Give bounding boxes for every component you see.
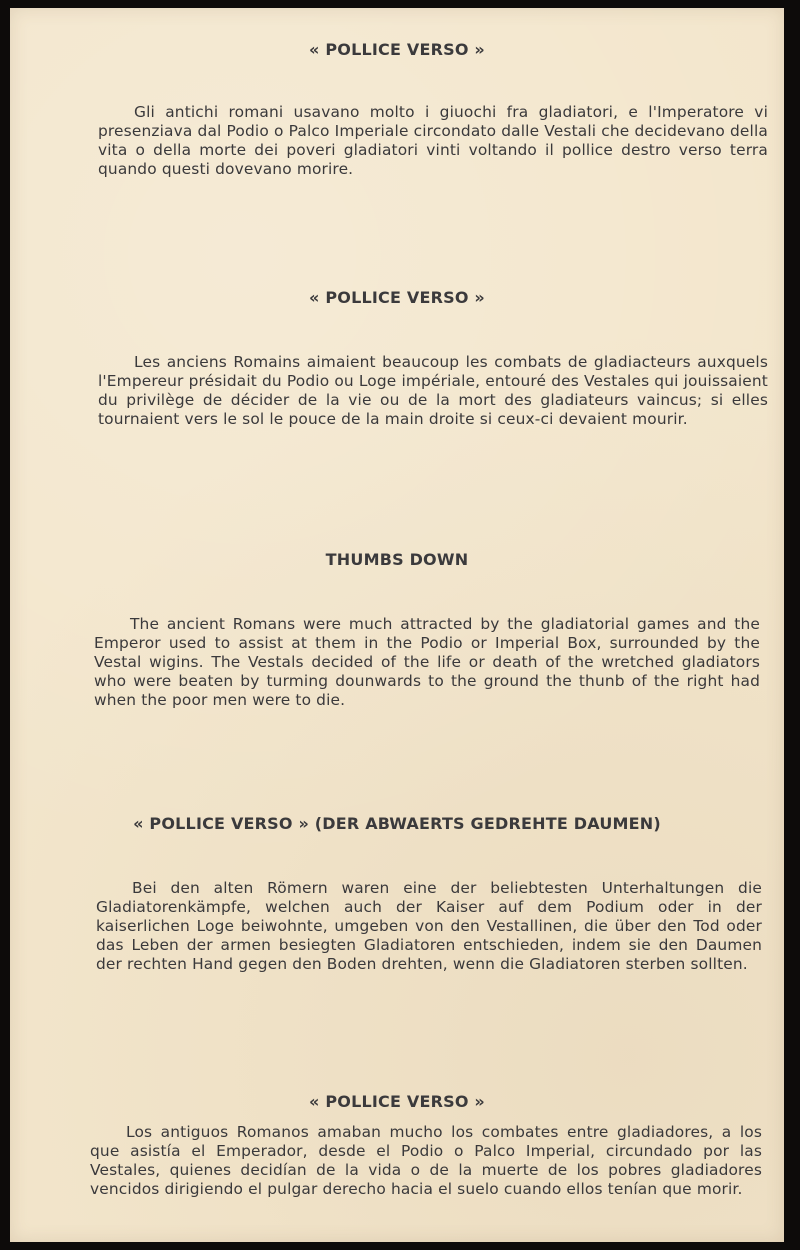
section-heading: « POLLICE VERSO » (DER ABWAERTS GEDREHTE DAUMEN) bbox=[133, 814, 661, 833]
section-german bbox=[10, 814, 784, 974]
section-heading: THUMBS DOWN bbox=[325, 550, 469, 569]
section-paragraph: Les anciens Romains aimaient beaucoup les combats de gladiacteurs auxquels l'Empereur présidait du Podio ou Loge impériale, entouré des Vestales qui jouissaient du privilège de décider de la vie ou de la mort des gladiateurs vaincus; si elles tournaient vers le sol le pouce de la main droite si ceux-ci devaient mourir. bbox=[98, 353, 768, 428]
section-paragraph: The ancient Romans were much attracted by the gladiatorial games and the Emperor used to assist at them in the Podio or Imperial Box, surrounded by the Vestal wigins. The Vestals decided of the life or death of the wretched gladiators who were beaten by turming dounwards to the ground the thunb of the right had when the poor men were to die. bbox=[94, 615, 760, 709]
section-paragraph: Gli antichi romani usavano molto i giuochi fra gladiatori, e l'Imperatore vi presenziava dal Podio o Palco Imperiale circondato dalle Vestali che decidevano della vita o della morte dei poveri gladiatori vinti voltando il pollice destro verso terra quando questi dovevano morire. bbox=[98, 103, 768, 178]
section-paragraph: Bei den alten Römern waren eine der beliebtesten Unterhaltungen die Gladiatorenkämpfe, welchen auch der Kaiser auf dem Podium oder in der kaiserlichen Loge beiwohnte, umgeben von den Vestallinen, die über den Tod oder das Leben der armen besiegten Gladiatoren entschieden, indem sie den Daumen der rechten Hand gegen den Boden drehten, wenn die Gladiatoren sterben sollten. bbox=[96, 879, 762, 973]
document-page bbox=[10, 8, 784, 1242]
section-english bbox=[10, 550, 784, 710]
section-heading: « POLLICE VERSO » bbox=[309, 1092, 485, 1111]
section-french bbox=[10, 288, 784, 429]
section-italian bbox=[10, 40, 784, 179]
section-heading: « POLLICE VERSO » bbox=[309, 40, 485, 59]
section-spanish bbox=[10, 1092, 784, 1199]
section-paragraph: Los antiguos Romanos amaban mucho los combates entre gladiadores, a los que asistía el Emperador, desde el Podio o Palco Imperial, circundado por las Vestales, quienes decidían de la vida o de la muerte de los pobres gladiadores vencidos dirigiendo el pulgar derecho hacia el suelo cuando ellos tenían que morir. bbox=[90, 1123, 762, 1198]
section-heading: « POLLICE VERSO » bbox=[309, 288, 485, 307]
